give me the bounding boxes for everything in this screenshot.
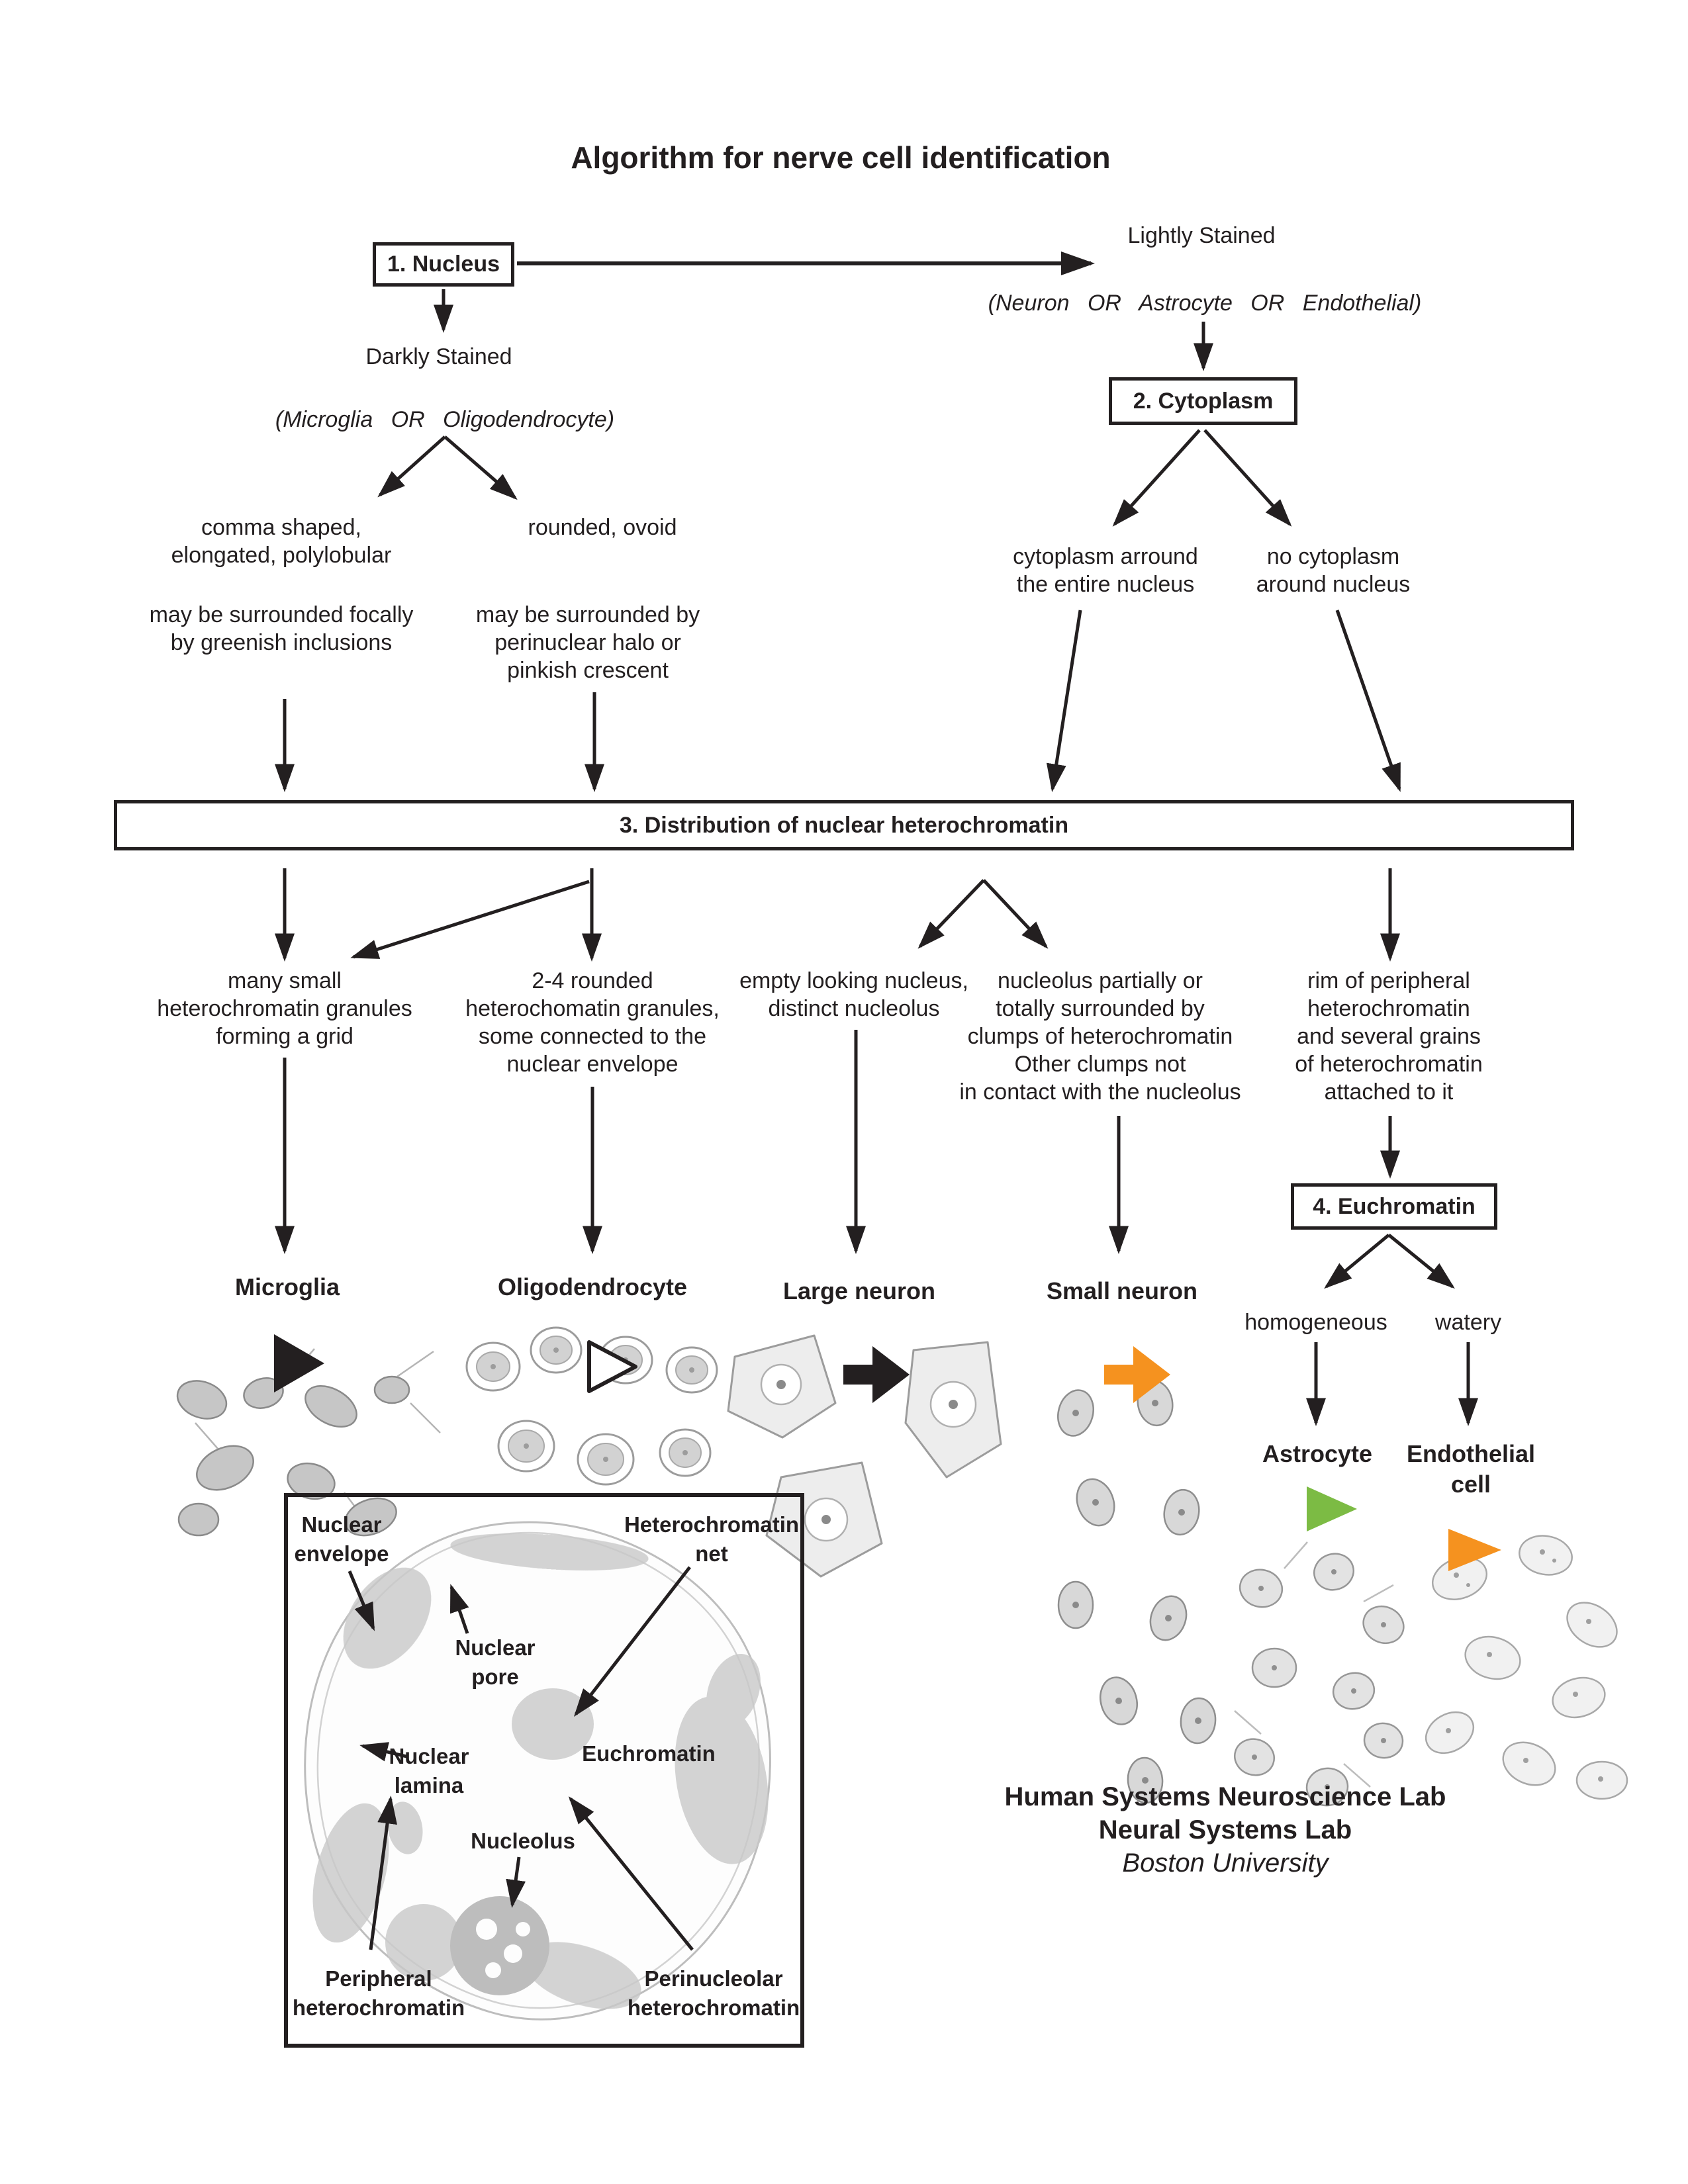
cytoplasm-absent-line2: around nucleus [1256, 572, 1411, 597]
nuclear-pore-label-line2: pore [471, 1664, 519, 1689]
chromatin-col4-line1: nucleolus partially or [998, 968, 1203, 993]
credit-line2: Neural Systems Lab [1098, 1815, 1352, 1844]
large-neuron-pointer-icon [843, 1346, 910, 1403]
microglia-shape-line1: comma shaped, [201, 515, 361, 540]
nuclear-lamina-label-line2: lamina [394, 1773, 464, 1797]
chromatin-col2-line1: 2-4 rounded [532, 968, 653, 993]
credit-line3: Boston University [1122, 1848, 1329, 1878]
astrocyte-label: Astrocyte [1262, 1440, 1373, 1467]
chromatin-col1-line1: many small [228, 968, 342, 993]
astrocyte-cells-image [1230, 1542, 1409, 1808]
microglia-pointer-icon [274, 1334, 324, 1392]
watery-label: watery [1434, 1310, 1502, 1335]
chromatin-col2-line4: nuclear envelope [506, 1052, 679, 1077]
nuclear-envelope-label-line1: Nuclear [301, 1512, 382, 1537]
chromatin-col5-line4: of heterochromatin [1295, 1052, 1483, 1077]
endothelial-label-line1: Endothelial [1406, 1440, 1536, 1467]
cytoplasm-present-line2: the entire nucleus [1016, 572, 1195, 597]
perinucleolar-heterochromatin-label-line1: Perinucleolar [644, 1966, 783, 1991]
chromatin-col2-line2: heterochomatin granules, [465, 996, 720, 1021]
peripheral-heterochromatin-label-line2: heterochromatin [292, 1995, 465, 2020]
oligo-halo-line1: may be surrounded by [475, 602, 700, 627]
oligo-halo-line2: perinuclear halo or [494, 630, 681, 655]
chromatin-col4-line3: clumps of heterochromatin [967, 1024, 1233, 1049]
chromatin-col2-line3: some connected to the [478, 1024, 707, 1049]
endothelial-label-line2: cell [1450, 1471, 1491, 1498]
oligo-shape-label: rounded, ovoid [528, 515, 677, 540]
astrocyte-pointer-icon [1307, 1486, 1357, 1531]
nucleus-box [373, 242, 514, 287]
chromatin-col1-line3: forming a grid [216, 1024, 353, 1049]
nuclear-lamina-label-line1: Nuclear [389, 1744, 469, 1768]
chromatin-col4-line4: Other clumps not [1014, 1052, 1186, 1077]
chromatin-col5-line5: attached to it [1324, 1079, 1454, 1105]
small-neuron-label: Small neuron [1046, 1277, 1198, 1304]
heterochromatin-distribution-box-label: 3. Distribution of nuclear heterochromatin [619, 812, 1069, 838]
heterochromatin-distribution-box [114, 800, 1574, 850]
oligo-halo-line3: pinkish crescent [507, 658, 669, 683]
microglia-label: Microglia [234, 1273, 340, 1300]
microglia-inclusions-line1: may be surrounded focally [149, 602, 414, 627]
darkly-stained-options: (Microglia OR Oligodendrocyte) [275, 407, 615, 432]
nucleus-box-label: 1. Nucleus [387, 251, 500, 277]
chromatin-col5-line2: heterochromatin [1307, 996, 1470, 1021]
chromatin-col4-line5: in contact with the nucleolus [959, 1079, 1241, 1105]
page-title: Algorithm for nerve cell identification [571, 140, 1111, 175]
large-neuron-label: Large neuron [782, 1277, 936, 1304]
small-neuron-cells-image [1053, 1378, 1217, 1804]
cytoplasm-box-label: 2. Cytoplasm [1133, 388, 1274, 414]
chromatin-col5-line1: rim of peripheral [1307, 968, 1470, 993]
cytoplasm-absent-line1: no cytoplasm [1266, 544, 1400, 569]
darkly-stained-label: Darkly Stained [365, 344, 512, 369]
endothelial-cells-image [1419, 1531, 1627, 1799]
euchromatin-box [1291, 1183, 1497, 1230]
perinucleolar-heterochromatin-label-line2: heterochromatin [627, 1995, 800, 2020]
nuclear-envelope-label-line2: envelope [294, 1541, 389, 1566]
nucleolus-label: Nucleolus [471, 1829, 575, 1853]
heterochromatin-net-label-line2: net [695, 1541, 728, 1566]
nuclear-pore-label-line1: Nuclear [455, 1635, 536, 1660]
microglia-inclusions-line2: by greenish inclusions [170, 630, 393, 655]
oligodendrocyte-label: Oligodendrocyte [497, 1273, 688, 1300]
lightly-stained-options: (Neuron OR Astrocyte OR Endothelial) [988, 291, 1422, 316]
chromatin-col4-line2: totally surrounded by [996, 996, 1205, 1021]
chromatin-col3-line1: empty looking nucleus, [739, 968, 968, 993]
peripheral-heterochromatin-label-line1: Peripheral [325, 1966, 432, 1991]
credit-line1: Human Systems Neuroscience Lab [1004, 1782, 1446, 1811]
euchromatin-label: Euchromatin [582, 1741, 716, 1766]
euchromatin-box-label: 4. Euchromatin [1313, 1193, 1476, 1219]
lightly-stained-label: Lightly Stained [1127, 223, 1276, 248]
microglia-shape-line2: elongated, polylobular [171, 543, 392, 568]
cytoplasm-box [1109, 377, 1297, 425]
chromatin-col1-line2: heterochromatin granules [157, 996, 412, 1021]
heterochromatin-net-label-line1: Heterochromatin [624, 1512, 800, 1537]
chromatin-col3-line2: distinct nucleolus [768, 996, 940, 1021]
cytoplasm-present-line1: cytoplasm arround [1013, 544, 1198, 569]
homogeneous-label: homogeneous [1244, 1310, 1387, 1335]
chromatin-col5-line3: and several grains [1297, 1024, 1481, 1049]
